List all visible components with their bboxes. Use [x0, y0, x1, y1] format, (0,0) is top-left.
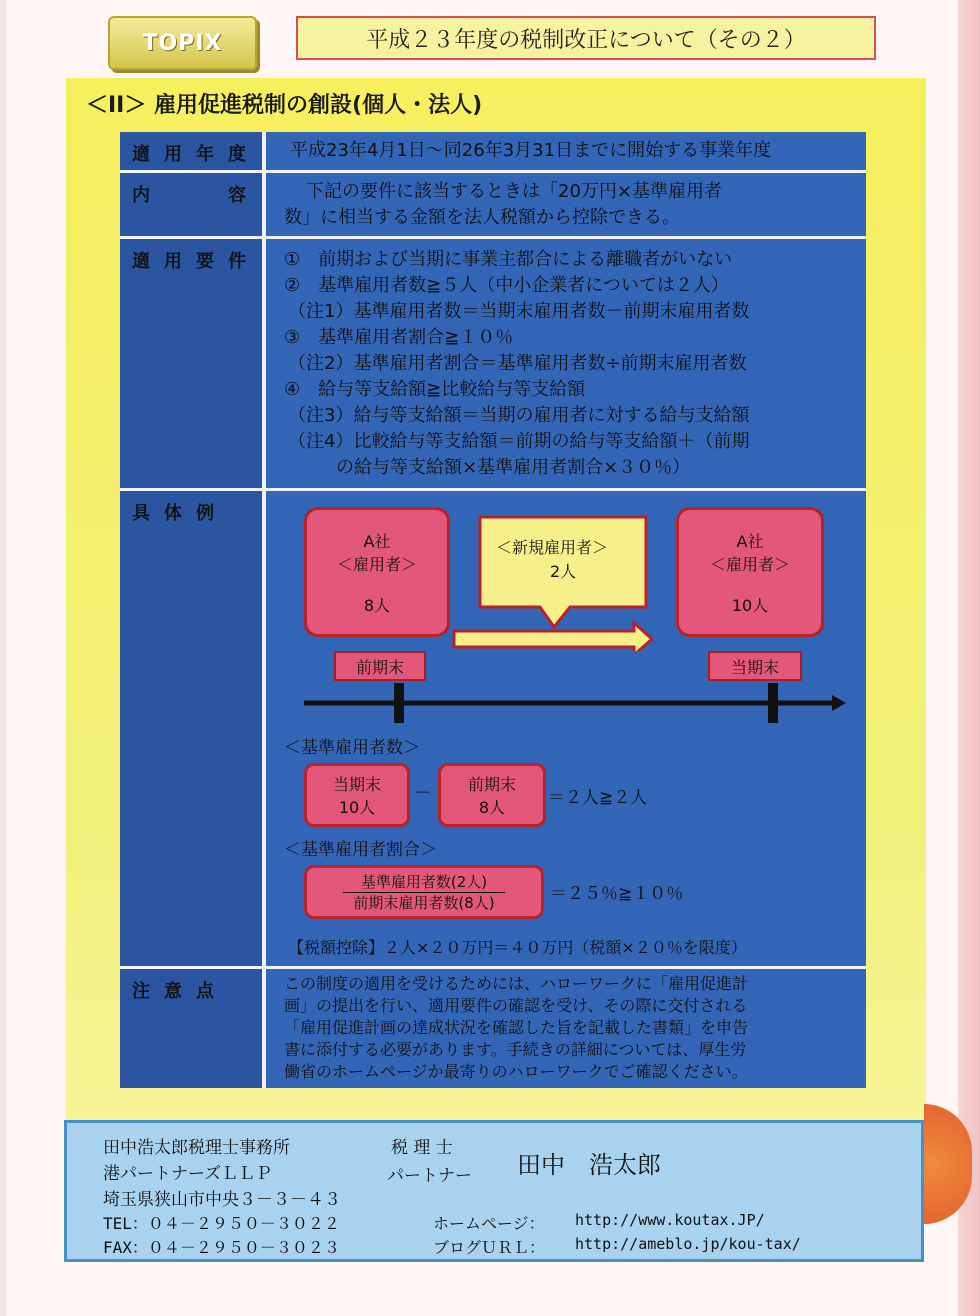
- blog-label: ブログＵＲＬ：: [433, 1238, 546, 1257]
- partners-name: 港パートナーズＬＬＰ: [103, 1164, 273, 1184]
- req-line: ① 前期および当期に事業主都合による離職者がいない: [284, 249, 733, 270]
- homepage-link[interactable]: http://www.koutax.JP/: [575, 1211, 765, 1229]
- person-name: 田中 浩太郎: [517, 1151, 661, 1179]
- tag-prev-period-end: 前期末: [334, 651, 426, 681]
- row-label: 注意点: [120, 969, 266, 1088]
- address: 埼玉県狭山市中央３－３－４３: [103, 1190, 341, 1210]
- row-label: 適用要件: [120, 239, 266, 488]
- tax-deduction: 【税額控除】２人×２０万円＝４０万円（税額×２０％を限度）: [288, 938, 747, 957]
- fax-number: FAX：０４－２９５０－３０２３: [103, 1238, 340, 1257]
- fraction-numerator: 基準雇用者数(2人): [343, 872, 505, 893]
- page-title: 平成２３年度の税制改正について（その２）: [296, 16, 876, 60]
- tag-curr-period-end: 当期末: [708, 651, 802, 681]
- row-notes: [120, 966, 866, 1088]
- req-line: （注3）給与等支給額＝当期の雇用者に対する給与支給額: [288, 405, 750, 426]
- callout-line-2: 2人: [550, 562, 577, 581]
- row-requirements: [120, 236, 866, 488]
- callout-line-1: ＜新規雇用者＞: [496, 538, 609, 557]
- row-content: [120, 170, 866, 236]
- content-line-2: 数」に相当する金額を法人税額から控除できる。: [284, 207, 680, 228]
- section-title: ＜II＞ 雇用促進税制の創設(個人・法人): [86, 93, 483, 118]
- row-label: 具体例: [120, 491, 266, 966]
- ratio-fraction-box: [304, 865, 544, 919]
- req-line: ④ 給与等支給額≧比較給与等支給額: [284, 379, 586, 400]
- notes-line: 「雇用促進計画の達成状況を確認した旨を記載した書類」を申告: [284, 1018, 749, 1037]
- req-line: （注4）比較給与等支給額＝前期の給与等支給額＋（前期: [288, 431, 750, 452]
- homepage-label: ホームページ：: [433, 1214, 545, 1233]
- notes-line: 書に添付する必要があります。手続きの詳細については、厚生労: [284, 1040, 747, 1059]
- row-value: [270, 132, 866, 170]
- count-result: ＝２人≧２人: [548, 788, 648, 808]
- row-example: [120, 488, 866, 966]
- row-value: [270, 173, 866, 236]
- left-edge: [0, 0, 6, 1316]
- calc-curr-box: 当期末 10人: [304, 763, 410, 827]
- phone-number: TEL：０４－２９５０－３０２２: [103, 1214, 340, 1233]
- info-table: [120, 132, 866, 1088]
- topix-badge: TOPIX: [108, 16, 257, 70]
- count-heading: ＜基準雇用者数＞: [284, 738, 420, 758]
- blog-link[interactable]: http://ameblo.jp/kou-tax/: [575, 1235, 801, 1253]
- company-before-box: A社 ＜雇用者＞ 8人: [304, 507, 450, 637]
- fraction-denominator: 前期末雇用者数(8人): [353, 893, 495, 912]
- role-tax-accountant: 税 理 士: [391, 1138, 453, 1158]
- office-name: 田中浩太郎税理士事務所: [103, 1138, 290, 1158]
- ratio-result: ＝２５％≧１０％: [550, 884, 684, 904]
- req-line: の給与等支給額×基準雇用者割合×３０％）: [336, 457, 691, 478]
- right-edge-stripe: [958, 0, 980, 1316]
- period-text: 平成23年4月1日～同26年3月31日までに開始する事業年度: [290, 140, 772, 161]
- calc-prev-box: 前期末 8人: [438, 763, 546, 827]
- req-line: ③ 基準雇用者割合≧１０％: [284, 327, 514, 348]
- ratio-heading: ＜基準雇用者割合＞: [284, 840, 437, 860]
- row-value: [270, 491, 866, 966]
- row-period: [120, 132, 866, 170]
- req-line: ② 基準雇用者数≧５人（中小企業者については２人）: [284, 275, 729, 296]
- notes-line: この制度の適用を受けるためには、ハローワークに「雇用促進計: [284, 974, 749, 993]
- notes-line: 働省のホームページか最寄りのハローワークでご確認ください。: [284, 1062, 748, 1081]
- role-partner: パートナー: [387, 1166, 472, 1186]
- row-value: [270, 239, 866, 488]
- row-value: [270, 969, 866, 1088]
- minus-sign: －: [414, 783, 432, 804]
- content-line-1: 下記の要件に該当するときは「20万円×基準雇用者: [306, 181, 722, 202]
- row-label: 内 容: [120, 173, 266, 236]
- company-after-box: A社 ＜雇用者＞ 10人: [676, 507, 824, 637]
- notes-line: 画」の提出を行い、適用要件の確認を受け、その際に交付される: [284, 996, 748, 1015]
- req-line: （注1）基準雇用者数＝当期末雇用者数－前期末雇用者数: [288, 301, 750, 322]
- footer-contact-card: [64, 1120, 924, 1262]
- row-label: 適用年度: [120, 132, 266, 170]
- req-line: （注2）基準雇用者割合＝基準雇用者数÷前期末雇用者数: [288, 353, 747, 374]
- timeline-arrow: [300, 677, 850, 727]
